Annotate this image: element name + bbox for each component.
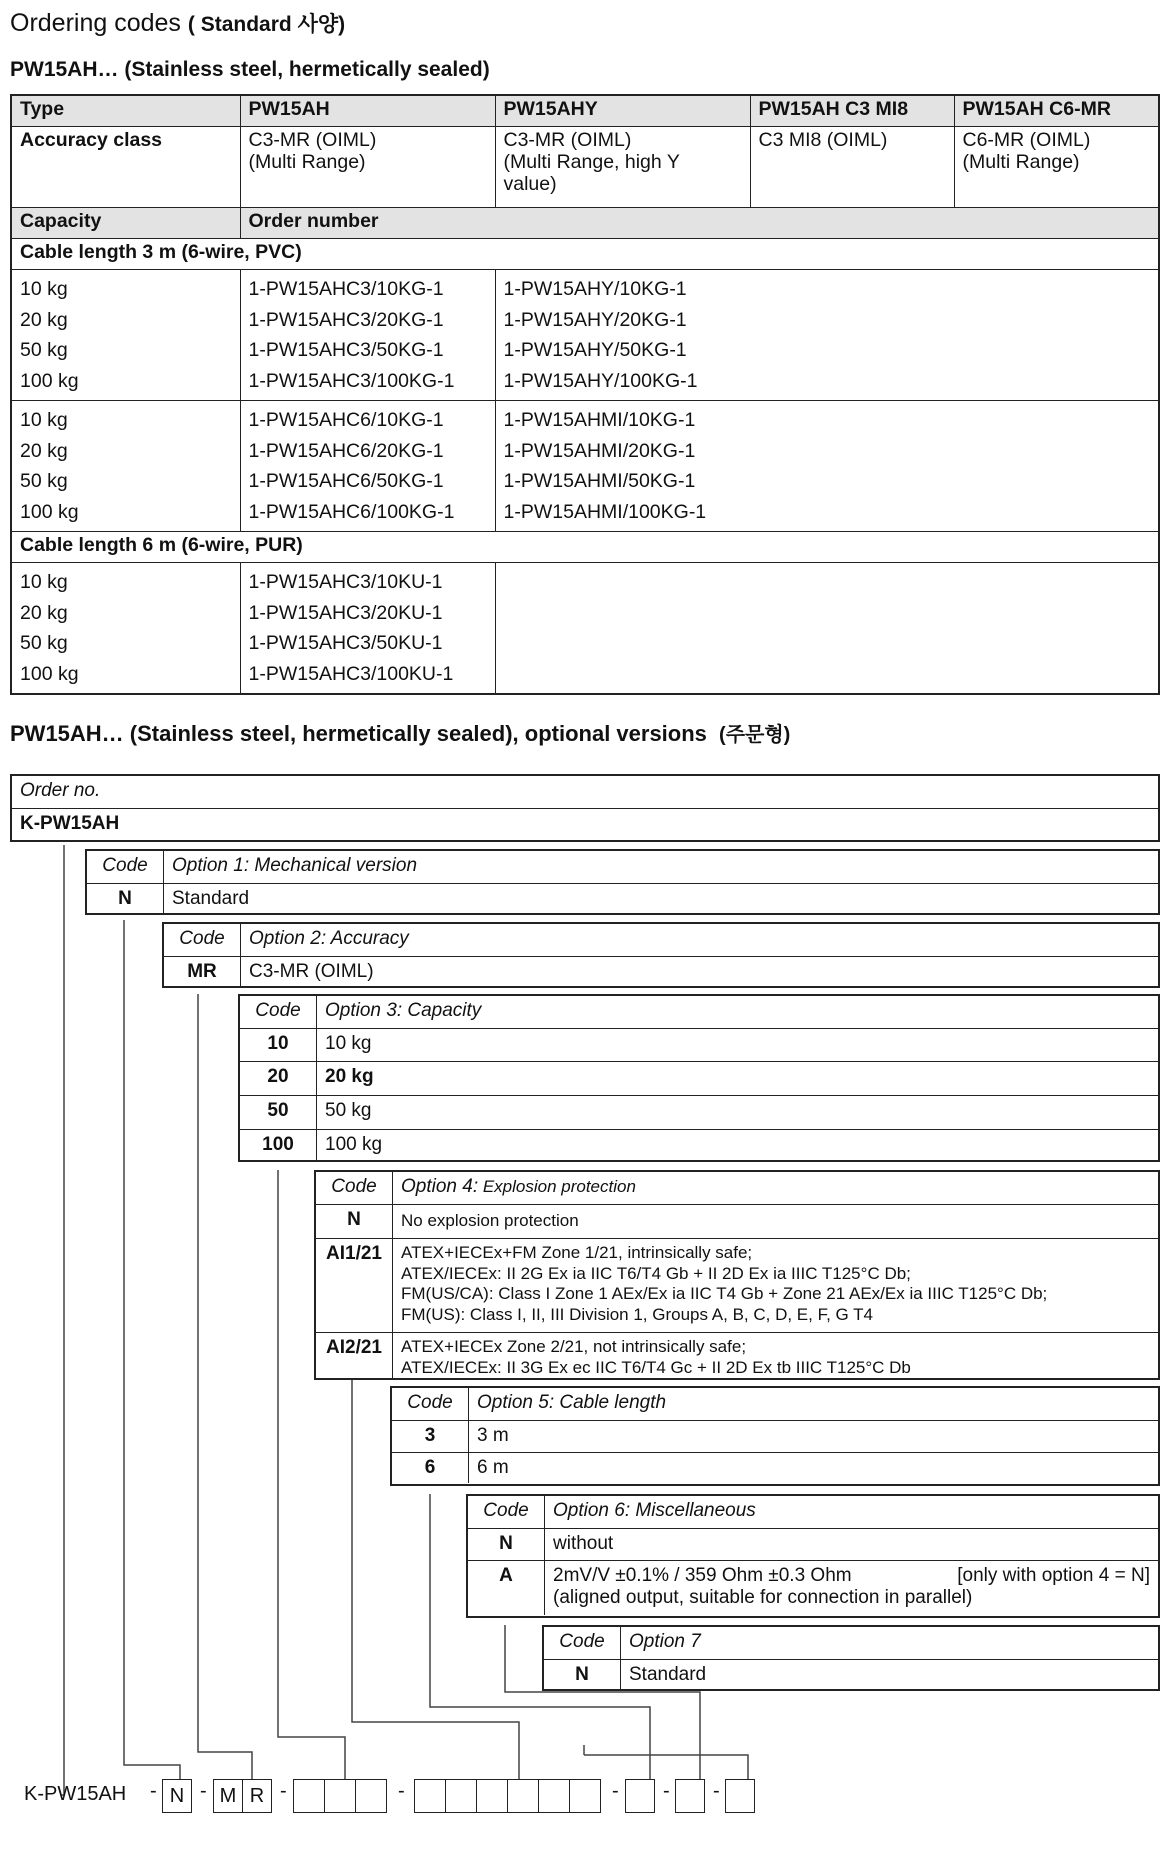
option5-code: 6 — [392, 1453, 469, 1483]
list-item: 1-PW15AHC3/10KU-1 — [248, 571, 443, 593]
col-pw15ah: PW15AH — [240, 95, 495, 127]
option5-title: Option 5: Cable length — [477, 1392, 667, 1413]
option4-header — [316, 1172, 1158, 1204]
list-item: 1-PW15AHC3/50KG-1 — [248, 339, 444, 361]
codebar-cell-option3[interactable] — [293, 1779, 325, 1813]
list-item: 1-PW15AHMI/50KG-1 — [503, 470, 696, 492]
list-item: 1-PW15AHC6/50KG-1 — [248, 470, 444, 492]
code-label: Code — [468, 1496, 545, 1528]
option3-code: 10 — [240, 1029, 317, 1061]
option7-box — [542, 1625, 1160, 1691]
option4-title-prefix: Option 4: — [401, 1176, 479, 1197]
section-6m: Cable length 6 m (6-wire, PUR) — [11, 532, 1159, 563]
option3-row — [240, 1129, 1158, 1161]
codebar-dash: - — [280, 1780, 287, 1802]
option3-row — [240, 1028, 1158, 1061]
option2-code: MR — [164, 957, 241, 987]
option1-row — [87, 883, 1158, 914]
option3-header — [240, 996, 1158, 1028]
option5-box — [390, 1386, 1160, 1486]
list-item: 1-PW15AHMI/20KG-1 — [503, 439, 696, 462]
col-type: Type — [11, 95, 240, 127]
col-pw15ah-c3-mi8: PW15AH C3 MI8 — [750, 95, 954, 127]
option5-text: 6 m — [477, 1457, 509, 1478]
table1-title: PW15AH… (Stainless steel, hermetically sealed) — [10, 58, 490, 81]
list-item: 1-PW15AHC3/50KU-1 — [248, 632, 443, 654]
list-item: 10 kg — [20, 278, 68, 300]
accuracy-c6-mr: C6-MR (OIML) (Multi Range) — [954, 127, 1159, 208]
option7-text: Standard — [629, 1664, 707, 1685]
option6-spec-detail: (aligned output, suitable for connection in parallel) — [553, 1587, 973, 1608]
list-item: 1-PW15AHC3/20KG-1 — [248, 308, 444, 331]
codebar-cell-option4[interactable] — [476, 1779, 508, 1813]
codebar-prefix: K-PW15AH — [24, 1783, 127, 1805]
codebar-cell-option3[interactable] — [355, 1779, 387, 1813]
order-no-value-row — [12, 808, 1158, 840]
list-item: 10 kg — [20, 409, 68, 431]
option4-title — [393, 1172, 1158, 1204]
code-label: Code — [87, 851, 164, 883]
section-3m: Cable length 3 m (6-wire, PVC) — [11, 239, 1159, 270]
option2-box — [162, 922, 1160, 988]
list-item: 1-PW15AHC3/100KU-1 — [248, 662, 454, 685]
option2-header — [164, 924, 1158, 956]
code-label: Code — [544, 1627, 621, 1659]
option7-header — [544, 1627, 1158, 1659]
accuracy-c3-mi8: C3 MI8 (OIML) — [750, 127, 954, 208]
option6-spec: 2mV/V ±0.1% / 359 Ohm ±0.3 Ohm — [553, 1565, 852, 1586]
list-item: 1-PW15AHY/50KG-1 — [503, 339, 687, 361]
option1-code: N — [87, 884, 164, 914]
option4-code: AI1/21 — [316, 1239, 393, 1332]
codebar-cell-option6[interactable] — [675, 1779, 705, 1813]
option3-code: 20 — [240, 1062, 317, 1095]
codebar-cell-option4[interactable] — [507, 1779, 539, 1813]
order-no-label: Order no. — [20, 780, 101, 801]
code-label: Code — [240, 996, 317, 1028]
list-item: 100 kg — [20, 369, 79, 392]
option3-text: 20 kg — [325, 1066, 374, 1087]
option3-code: 50 — [240, 1096, 317, 1129]
accuracy-pw15ah: C3-MR (OIML) (Multi Range) — [240, 127, 495, 208]
codebar-dash: - — [713, 1780, 720, 1802]
option6-text: without — [553, 1533, 614, 1554]
list-item: 20 kg — [20, 439, 68, 462]
option3-text: 10 kg — [325, 1033, 372, 1054]
option4-row — [316, 1238, 1158, 1332]
list-item: 50 kg — [20, 632, 68, 654]
codebar-cell-option5[interactable] — [625, 1779, 655, 1813]
col-pw15ahy: PW15AHY — [495, 95, 750, 127]
option4-code: N — [316, 1205, 393, 1238]
option7-title: Option 7 — [629, 1631, 701, 1652]
option6-row — [468, 1528, 1158, 1560]
option2-text: C3-MR (OIML) — [249, 961, 374, 982]
option6-text — [545, 1561, 1158, 1615]
option6-note: [only with option 4 = N] — [957, 1565, 1150, 1586]
order-number-label: Order number — [240, 208, 1159, 239]
option6-code: A — [468, 1561, 545, 1615]
codebar-cell-option3[interactable] — [324, 1779, 356, 1813]
codebar-cell-option7[interactable] — [725, 1779, 755, 1813]
list-item: 100 kg — [20, 662, 79, 685]
codebar-dash: - — [663, 1780, 670, 1802]
optional-subtitle: (주문형) — [719, 724, 791, 746]
option6-header — [468, 1496, 1158, 1528]
codebar-dash: - — [612, 1780, 619, 1802]
option1-title: Option 1: Mechanical version — [172, 855, 418, 876]
option3-row — [240, 1095, 1158, 1129]
option6-box — [466, 1494, 1160, 1618]
list-item: 1-PW15AHC3/20KU-1 — [248, 601, 443, 624]
option5-row — [392, 1452, 1158, 1483]
option6-row — [468, 1560, 1158, 1615]
option2-title: Option 2: Accuracy — [249, 928, 409, 949]
optional-title-text: PW15AH… (Stainless steel, hermetically sealed), optional versions — [10, 721, 707, 746]
codebar-dash: - — [150, 1780, 157, 1802]
list-item: 1-PW15AHC3/100KG-1 — [248, 369, 455, 392]
list-item: 1-PW15AHC6/10KG-1 — [248, 409, 444, 431]
option5-code: 3 — [392, 1421, 469, 1452]
codebar-cell-option4[interactable] — [569, 1779, 601, 1813]
list-item: 50 kg — [20, 470, 68, 492]
option4-text: ATEX+IECEx+FM Zone 1/21, intrinsically safe; ATEX/IECEx: II 2G Ex ia IIC T6/T4 Gb + II 2D Ex ia IIIC T125°C Db; FM(US/CA): Class I Zone 1 AEx/Ex ia IIC T4 Gb + Zone 21 AEx/Ex ia IIIC T125°C Db; FM(US): Class I, II, III Division 1, Groups A, B, C, D, E, F, G T4 — [401, 1243, 1048, 1324]
option6-code: N — [468, 1529, 545, 1560]
option7-row — [544, 1659, 1158, 1690]
option3-text: 50 kg — [325, 1100, 372, 1121]
option6-line1 — [553, 1565, 1150, 1587]
codebar-cell-option2b[interactable]: R — [242, 1779, 272, 1813]
codebar-cell-option4[interactable] — [414, 1779, 446, 1813]
list-item: 1-PW15AHY/100KG-1 — [503, 369, 698, 392]
list-item: 1-PW15AHC6/20KG-1 — [248, 439, 444, 462]
order-no-header — [12, 776, 1158, 808]
codebar-cell-option4[interactable] — [445, 1779, 477, 1813]
option5-row — [392, 1420, 1158, 1452]
order-no-value: K-PW15AH — [20, 813, 120, 834]
list-item: 1-PW15AHY/10KG-1 — [503, 278, 687, 300]
option1-text: Standard — [172, 888, 250, 909]
codebar-dash: - — [398, 1780, 405, 1802]
option4-row — [316, 1332, 1158, 1379]
code-label: Code — [316, 1172, 393, 1204]
option3-text: 100 kg — [325, 1134, 383, 1155]
option4-text: ATEX+IECEx Zone 2/21, not intrinsically safe; ATEX/IECEx: II 3G Ex ec IIC T6/T4 Gc + II 2D Ex tb IIIC T125°C Db — [401, 1337, 911, 1377]
page-subtitle: ( Standard 사양) — [187, 13, 346, 36]
option5-header — [392, 1388, 1158, 1420]
list-item: 1-PW15AHC6/100KG-1 — [248, 500, 455, 523]
page-title-text: Ordering codes — [10, 9, 181, 37]
list-item: 10 kg — [20, 571, 68, 593]
list-item: 50 kg — [20, 339, 68, 361]
option1-header — [87, 851, 1158, 883]
order-no-box — [10, 774, 1160, 842]
accuracy-pw15ahy: C3-MR (OIML) (Multi Range, high Y value) — [495, 127, 750, 208]
option2-row — [164, 956, 1158, 987]
option3-row — [240, 1061, 1158, 1095]
codebar-dash: - — [200, 1780, 207, 1802]
codebar-cell-option2a[interactable]: M — [213, 1779, 243, 1813]
option1-box — [85, 849, 1160, 915]
col-pw15ah-c6-mr: PW15AH C6-MR — [954, 95, 1159, 127]
option5-text: 3 m — [477, 1425, 509, 1446]
capacity-label: Capacity — [11, 208, 240, 239]
option3-code: 100 — [240, 1130, 317, 1161]
option7-code: N — [544, 1660, 621, 1690]
option6-title: Option 6: Miscellaneous — [553, 1500, 756, 1521]
accuracy-label: Accuracy class — [11, 127, 240, 208]
option4-code: AI2/21 — [316, 1333, 393, 1379]
codebar-cell-option1[interactable]: N — [162, 1779, 192, 1813]
codebar-cell-option4[interactable] — [538, 1779, 570, 1813]
list-item: 1-PW15AHY/20KG-1 — [503, 308, 687, 331]
code-label: Code — [392, 1388, 469, 1420]
option4-row — [316, 1204, 1158, 1238]
list-item: 1-PW15AHC3/10KG-1 — [248, 278, 444, 300]
list-item: 100 kg — [20, 500, 79, 523]
option4-title-rest: Explosion protection — [478, 1177, 636, 1196]
list-item: 1-PW15AHMI/100KG-1 — [503, 500, 707, 523]
option3-box — [238, 994, 1160, 1162]
list-item: 1-PW15AHMI/10KG-1 — [503, 409, 696, 431]
option4-box — [314, 1170, 1160, 1380]
option4-text: No explosion protection — [401, 1211, 579, 1230]
code-label: Code — [164, 924, 241, 956]
list-item: 20 kg — [20, 601, 68, 624]
list-item: 20 kg — [20, 308, 68, 331]
option3-title: Option 3: Capacity — [325, 1000, 482, 1021]
